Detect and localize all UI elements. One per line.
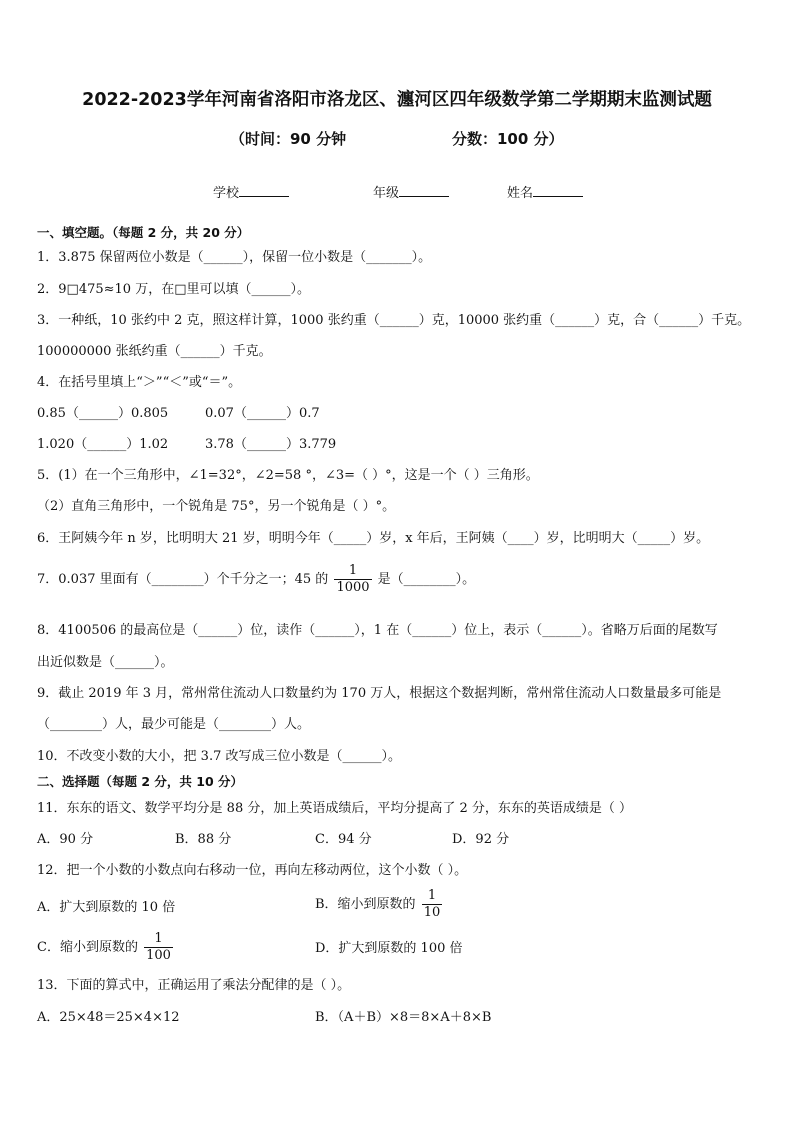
question-10: 10．不改变小数的大小，把 3.7 改写成三位小数是（______）。 [37,749,401,764]
question-2: 2．9□475≈10 万，在□里可以填（______）。 [37,282,310,297]
question-7-post: 是（________）。 [377,572,476,587]
question-12-option-d: D．扩大到原数的 100 倍 [315,941,463,956]
question-4-row1a: 0.85（______）0.805 [37,406,169,421]
exam-score: 分数：100 分） [452,130,564,148]
question-1: 1．3.875 保留两位小数是（______），保留一位小数是（_______）。 [37,250,432,265]
question-11-option-d: D．92 分 [452,832,510,847]
question-11-option-c: C．94 分 [315,832,372,847]
fraction-numerator: 1 [334,563,371,580]
question-8-cont: 出近似数是（______）。 [37,655,174,670]
exam-time: （时间：90 分钟 [230,130,347,148]
page-title: 2022-2023学年河南省洛阳市洛龙区、瀍河区四年级数学第二学期期末监测试题 [82,90,712,110]
fraction-numerator: 1 [422,888,443,905]
question-12: 12．把一个小数的小数点向右移动一位，再向左移动两位，这个小数（ ）。 [37,863,468,878]
grade-field [373,182,449,201]
fraction-1-100 [144,931,173,964]
question-9: 9．截止 2019 年 3 月，常州常住流动人口数量约为 170 万人，根据这个数据判断，常州常住流动人口数量最多可能是 [37,686,722,701]
question-6: 6．王阿姨今年 n 岁，比明明大 21 岁，明明今年（_____）岁，x 年后，王阿姨（____）岁，比明明大（_____）岁。 [37,531,710,546]
question-4-row1b: 0.07（______）0.7 [205,406,320,421]
fraction-denominator: 1000 [336,580,370,595]
fraction-1-10 [422,888,443,921]
grade-label: 年级 [373,186,400,201]
question-9-cont: （________）人，最少可能是（________）人。 [37,717,311,732]
question-13-option-b: B．（A＋B）×8＝8×A＋8×B [315,1010,492,1025]
fraction-denominator: 10 [423,905,441,920]
question-5a: 5．(1）在一个三角形中，∠1=32°，∠2=58 °，∠3=（ ）°，这是一个（ ）三角形。 [37,468,539,483]
question-11-option-b: B．88 分 [175,832,232,847]
question-7 [37,563,475,596]
question-13-option-a: A．25×48＝25×4×12 [37,1010,180,1025]
question-11: 11．东东的语文、数学平均分是 88 分，加上英语成绩后，平均分提高了 2 分，东东的英语成绩是（ ） [37,801,633,816]
fraction-1-1000 [334,563,371,596]
question-12-option-c [37,931,175,964]
school-field [213,182,289,201]
name-label: 姓名 [507,186,534,201]
name-field [507,182,583,201]
option-c-text: C．缩小到原数的 [37,940,138,955]
fraction-numerator: 1 [144,931,173,948]
question-12-option-b [315,888,444,921]
question-5b: （2）直角三角形中，一个锐角是 75°，另一个锐角是（ ）°。 [37,499,396,514]
option-b-text: B．缩小到原数的 [315,897,416,912]
fraction-denominator: 100 [146,948,171,963]
question-12-option-a: A．扩大到原数的 10 倍 [37,900,176,915]
question-8: 8．4100506 的最高位是（______）位，读作（______），1 在（______）位上，表示（______）。省略万后面的尾数写 [37,623,718,638]
question-7-pre: 7．0.037 里面有（________）个千分之一；45 的 [37,572,329,587]
question-4: 4．在括号里填上“＞”“＜”或“＝”。 [37,375,242,390]
question-4-row2a: 1.020（______）1.02 [37,437,169,452]
question-4-row2b: 3.78（______）3.779 [205,437,337,452]
question-13: 13．下面的算式中，正确运用了乘法分配律的是（ ）。 [37,978,351,993]
question-11-option-a: A．90 分 [37,832,94,847]
question-3: 3．一种纸，10 张约中 2 克，照这样计算，1000 张约重（______）克，10000 张约重（______）克，合（______）千克。 [37,313,751,328]
section1-heading: 一、填空题。（每题 2 分，共 20 分） [37,225,250,240]
section2-heading: 二、选择题（每题 2 分，共 10 分） [37,774,244,789]
school-label: 学校 [213,186,240,201]
question-3-cont: 100000000 张纸约重（______）千克。 [37,344,272,359]
